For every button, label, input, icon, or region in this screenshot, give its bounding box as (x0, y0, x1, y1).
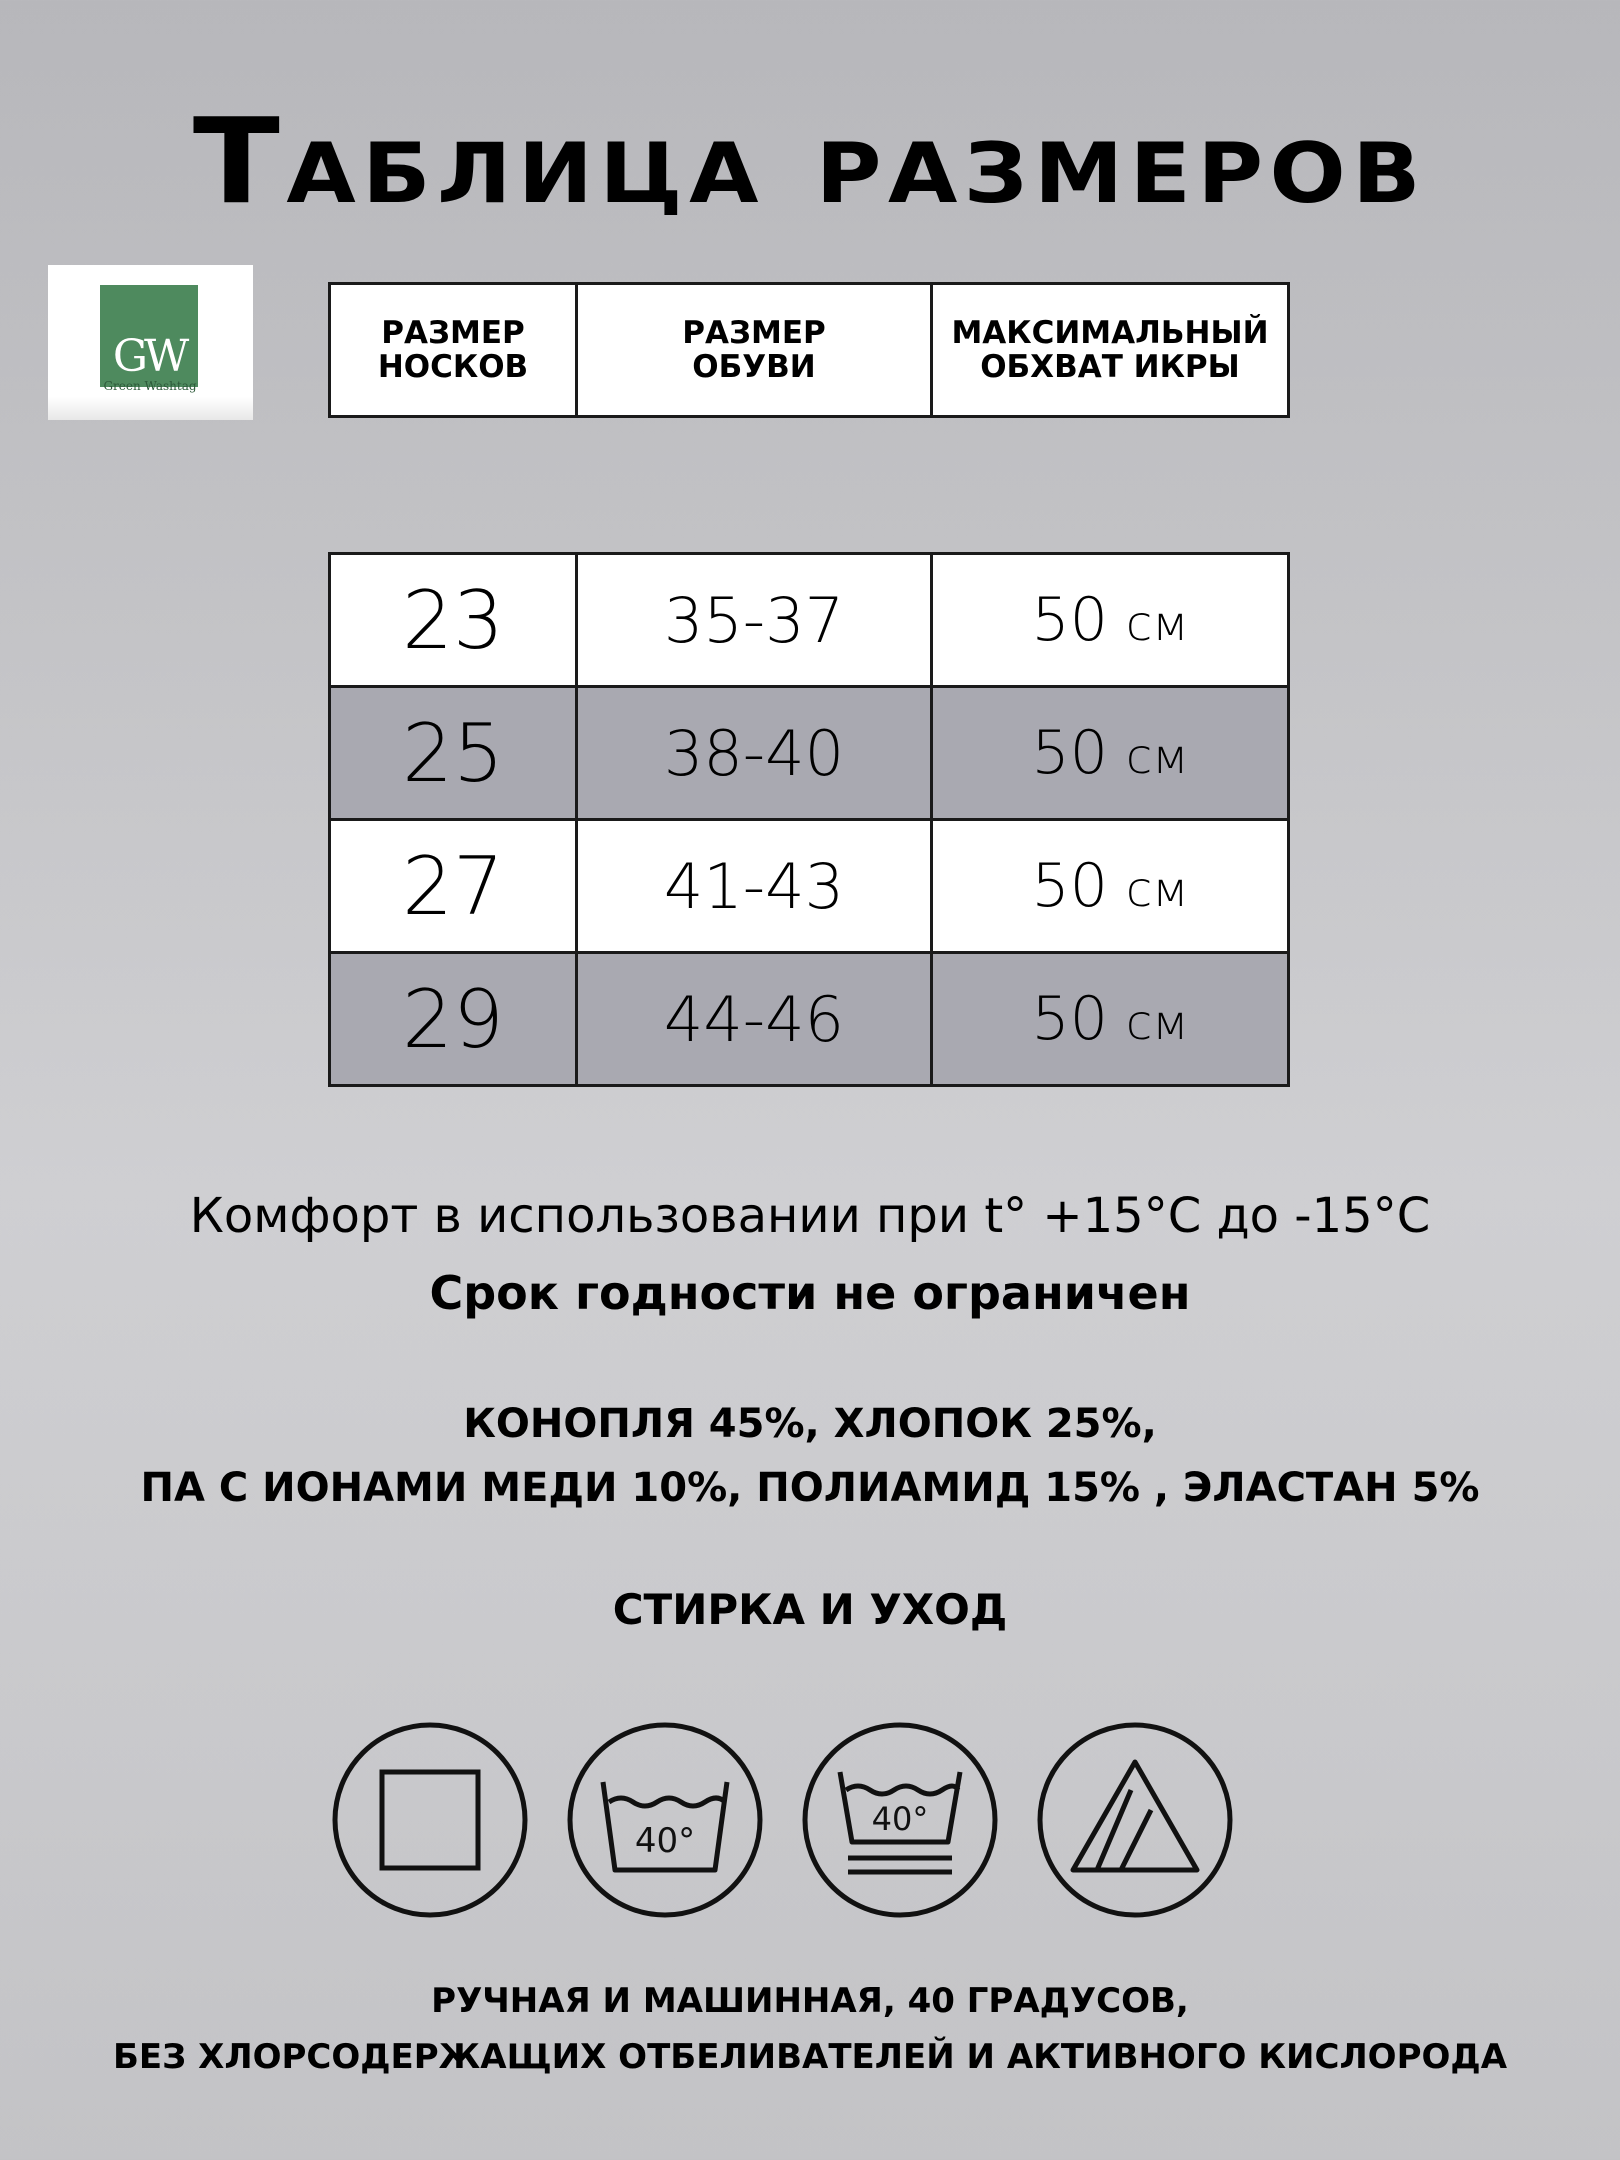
shoe-size-cell: 38-40 (577, 687, 932, 820)
care-icons (0, 1720, 1620, 1920)
size-table-header (328, 282, 1290, 418)
shoe-size-cell: 41-43 (577, 820, 932, 953)
table-row (330, 820, 1289, 953)
wash-40-icon (565, 1720, 765, 1920)
header-shoe-size: РАЗМЕР ОБУВИ (577, 284, 932, 417)
sock-size-cell: 25 (330, 687, 577, 820)
care-heading: СТИРКА И УХОД (612, 1585, 1008, 1634)
care-line: РУЧНАЯ И МАШИННАЯ, 40 ГРАДУСОВ, (431, 1981, 1189, 2021)
gentle-wash-temp-label: 40° (871, 1800, 929, 1838)
calf-cell: 50 см (932, 820, 1289, 953)
tumble-dry-not-icon (330, 1720, 530, 1920)
gentle-wash-40-icon (800, 1720, 1000, 1920)
logo-name: Green Washtag (103, 379, 197, 393)
sock-size-cell: 27 (330, 820, 577, 953)
care-line: БЕЗ ХЛОРСОДЕРЖАЩИХ ОТБЕЛИВАТЕЛЕЙ И АКТИВНОГО КИСЛОРОДА (112, 2037, 1508, 2077)
header-sock-size: РАЗМЕР НОСКОВ (330, 284, 577, 417)
comfort-note: Комфорт в использовании при t° +15°C до -15°C (189, 1188, 1431, 1244)
sock-size-cell: 29 (330, 953, 577, 1086)
page-title: Таблица размеров (192, 92, 1428, 230)
composition (0, 1392, 1620, 1520)
table-row (330, 554, 1289, 687)
bleach-non-chlorine-icon (1035, 1720, 1235, 1920)
composition-line: ПА С ИОНАМИ МЕДИ 10%, ПОЛИАМИД 15% , ЭЛАСТАН 5% (140, 1465, 1480, 1511)
composition-line: КОНОПЛЯ 45%, ХЛОПОК 25%, (463, 1401, 1157, 1447)
wash-temp-label: 40° (634, 1821, 696, 1861)
care-instructions (0, 1973, 1620, 2085)
calf-cell: 50 см (932, 953, 1289, 1086)
logo-mark: GW (112, 331, 186, 382)
calf-cell: 50 см (932, 687, 1289, 820)
brand-logo (48, 265, 253, 420)
size-table (328, 552, 1290, 1087)
sock-size-cell: 23 (330, 554, 577, 687)
shoe-size-cell: 35-37 (577, 554, 932, 687)
table-row (330, 687, 1289, 820)
header-calf-girth: МАКСИМАЛЬНЫЙ ОБХВАТ ИКРЫ (932, 284, 1289, 417)
calf-cell: 50 см (932, 554, 1289, 687)
table-row (330, 953, 1289, 1086)
shoe-size-cell: 44-46 (577, 953, 932, 1086)
expiry-note: Срок годности не ограничен (429, 1266, 1191, 1320)
